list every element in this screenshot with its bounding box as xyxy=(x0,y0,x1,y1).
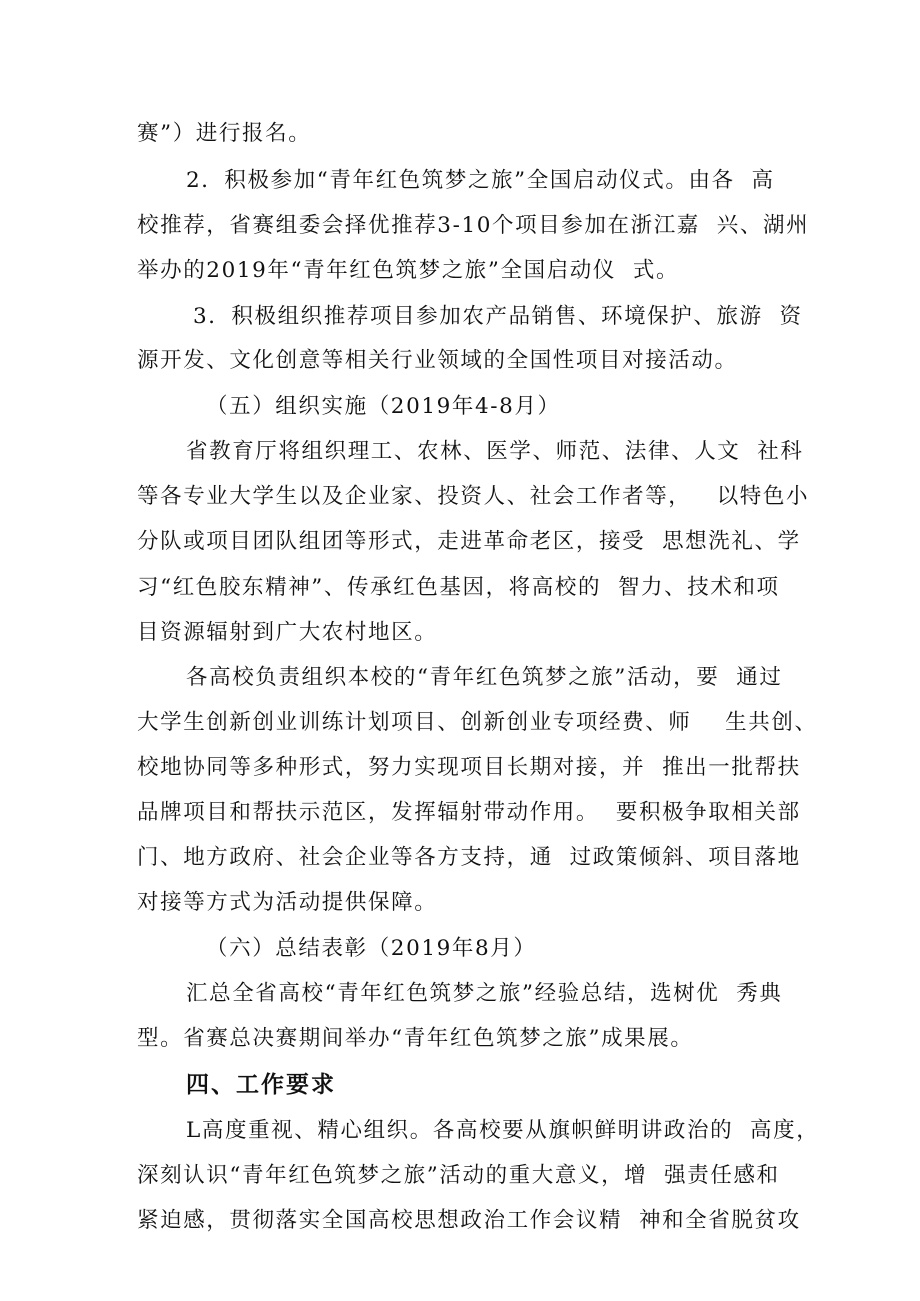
text-line: 大学生创新创业训练计划项目、创新创业专项经费、师 生共创、 xyxy=(137,710,818,735)
text-line: 源开发、文化创意等相关行业领域的全国性项目对接活动。 xyxy=(137,348,738,373)
text-line: 习“红色胶东精神”、传承红色基因，将高校的 智力、技术和项 xyxy=(137,575,780,600)
text-line: 目资源辐射到广大农村地区。 xyxy=(137,620,438,645)
text-line: 举办的2019年“青年红色筑梦之旅”全国启动仪 式。 xyxy=(137,258,680,283)
section-heading-six: （六）总结表彰（2019年8月） xyxy=(206,936,537,961)
text-line: 对接等方式为活动提供保障。 xyxy=(137,890,438,915)
text-line: 深刻认识“青年红色筑梦之旅”活动的重大意义，增 强责任感和 xyxy=(137,1163,780,1188)
text-line: 汇总全省高校“青年红色筑梦之旅”经验总结，选树优 秀典 xyxy=(186,981,783,1006)
text-line: 分队或项目团队组团等形式，走进革命老区，接受 思想洗礼、学 xyxy=(137,529,801,554)
text-line: 型。省赛总决赛期间举办“青年红色筑梦之旅”成果展。 xyxy=(137,1026,694,1051)
text-line: 2．积极参加“青年红色筑梦之旅”全国启动仪式。由各 高 xyxy=(186,168,775,193)
text-line: 校地协同等多种形式，努力实现项目长期对接，并 推出一批帮扶 xyxy=(137,755,801,780)
text-line: L高度重视、精心组织。各高校要从旗帜鲜明讲政治的 高度， xyxy=(186,1118,820,1143)
text-line: 门、地方政府、社会企业等各方支持，通 过政策倾斜、项目落地 xyxy=(137,845,801,870)
text-line: 赛”）进行报名。 xyxy=(137,121,312,146)
text-line: 3．积极组织推荐项目参加农产品销售、环境保护、旅游 资 xyxy=(193,304,803,329)
text-line: 校推荐，省赛组委会择优推荐3-10个项目参加在浙江嘉 兴、湖州 xyxy=(137,213,810,238)
text-line: 品牌项目和帮扶示范区，发挥辐射带动作用。 要积极争取相关部 xyxy=(137,800,801,825)
text-line: 紧迫感，贯彻落实全国高校思想政治工作会议精 神和全省脱贫攻 xyxy=(137,1208,801,1233)
section-heading-work-requirements: 四、工作要求 xyxy=(186,1072,336,1098)
text-line: 等各专业大学生以及企业家、投资人、社会工作者等， 以特色小 xyxy=(137,484,810,509)
text-line: 省教育厅将组织理工、农林、医学、师范、法律、人文 社科 xyxy=(186,439,804,464)
text-line: 各高校负责组织本校的“青年红色筑梦之旅”活动，要 通过 xyxy=(186,665,783,690)
section-heading-five: （五）组织实施（2019年4-8月） xyxy=(206,394,561,419)
